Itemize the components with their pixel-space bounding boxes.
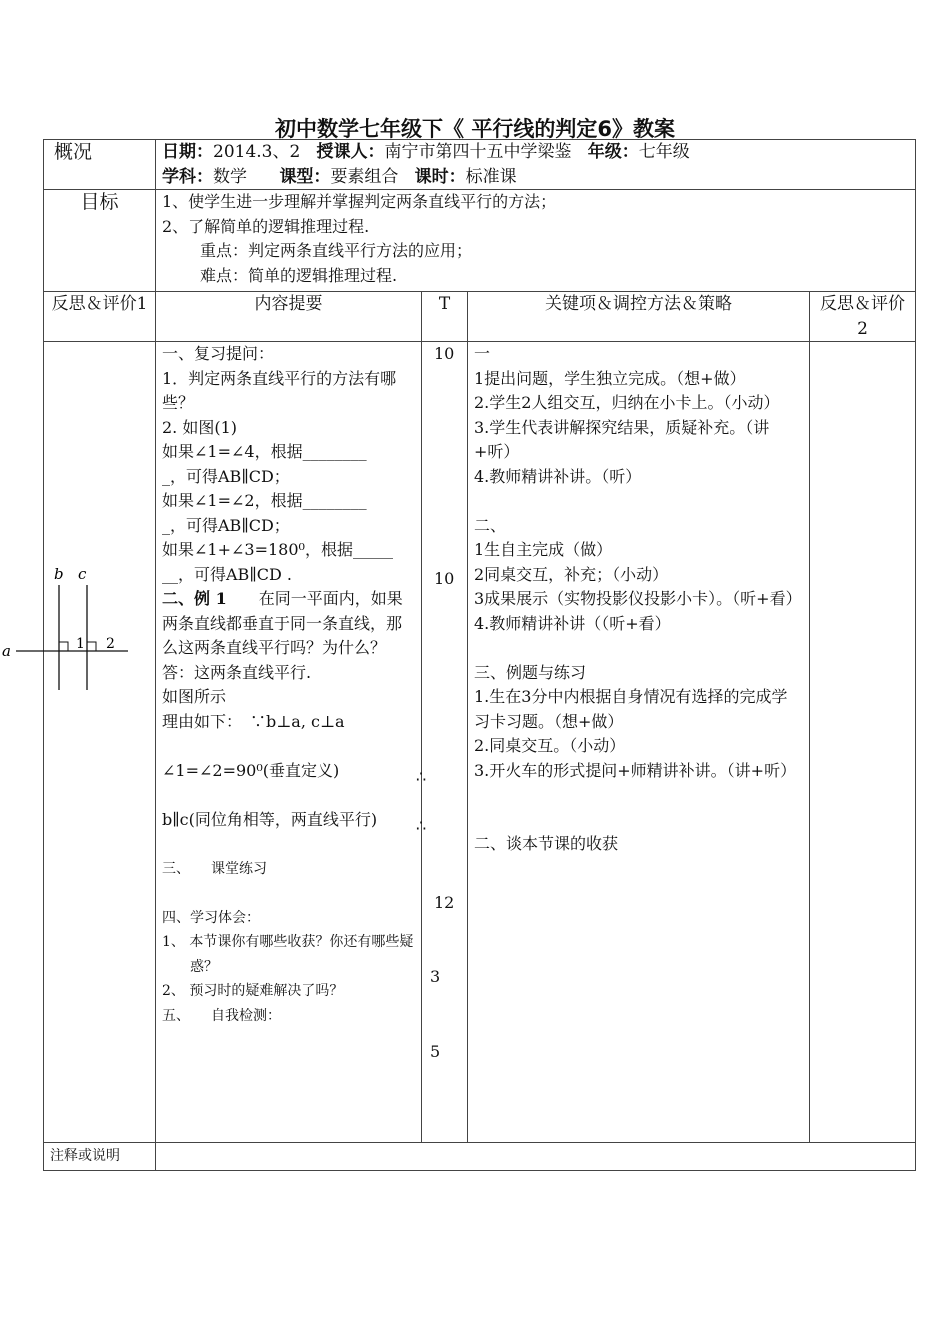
method-line: 一 bbox=[474, 344, 491, 363]
header-method: 关键项＆调控方法＆策略 bbox=[468, 292, 810, 342]
content-line: 如果∠1=∠2，根据________ bbox=[162, 491, 367, 510]
notes-label: 注释或说明 bbox=[44, 1143, 156, 1171]
goal-difficulty: 难点：简单的逻辑推理过程. bbox=[200, 265, 398, 285]
method-line: 1生自主完成（做） bbox=[474, 540, 613, 559]
content-line: 1、 本节课你有哪些收获？你还有哪些疑惑？ bbox=[162, 934, 414, 975]
content-line: 一、复习提问： bbox=[162, 344, 275, 363]
time-value: 3 bbox=[430, 967, 441, 986]
content-line: 如图所示 bbox=[162, 687, 227, 706]
type-value: 要素组合 bbox=[330, 166, 399, 187]
goal-item: 1、使学生进一步理解并掌握判定两条直线平行的方法； bbox=[162, 192, 557, 211]
header-content: 内容提要 bbox=[156, 292, 422, 342]
right-angle-mark-1 bbox=[59, 642, 68, 651]
label-angle-1: 1 bbox=[76, 636, 85, 652]
date-label: 日期： bbox=[162, 142, 213, 162]
document-title: 初中数学七年级下《 平行线的判定6》教案 bbox=[275, 117, 675, 141]
method-line: 3.学生代表讲解探究结果，质疑补充。（讲+听） bbox=[474, 417, 770, 461]
main-content-row bbox=[44, 342, 916, 1143]
content-line: 答：这两条直线平行. bbox=[162, 662, 312, 682]
lesson-plan-table bbox=[2, 139, 916, 1171]
time-value: 12 bbox=[434, 893, 455, 912]
goals-row bbox=[44, 190, 916, 292]
column-header-row bbox=[44, 292, 916, 342]
goal-item: 2、了解简单的逻辑推理过程. bbox=[162, 216, 370, 236]
label-c: c bbox=[78, 565, 87, 583]
time-value: 5 bbox=[430, 1042, 441, 1061]
method-line: 2同桌交互，补充；（小动） bbox=[474, 564, 669, 584]
therefore-symbol: ∴ bbox=[416, 767, 427, 786]
method-cell bbox=[468, 342, 810, 1143]
method-line: 3成果展示（实物投影仪投影小卡）。（听+看） bbox=[474, 589, 802, 608]
figure-svg bbox=[2, 342, 156, 1139]
time-value: 10 bbox=[434, 569, 455, 588]
method-line: 3.开火车的形式提问+师精讲补讲。（讲+听） bbox=[474, 760, 797, 780]
reflect-1-cell bbox=[2, 342, 156, 1143]
content-line: 2. 如图(1) bbox=[162, 417, 238, 437]
content-line: 如果∠1+∠3=180⁰，根据_____ bbox=[162, 540, 393, 559]
method-line: 4.教师精讲补讲。（听） bbox=[474, 466, 642, 486]
grade-value: 七年级 bbox=[638, 142, 690, 162]
content-line: 三、 课堂练习 bbox=[162, 860, 267, 877]
subject-label: 学科： bbox=[162, 166, 213, 187]
method-line: 二、 bbox=[474, 515, 507, 535]
label-b: b bbox=[54, 565, 64, 583]
teacher-value: 南宁市第四十五中学梁鉴 bbox=[384, 142, 572, 162]
reflect-2-cell bbox=[810, 342, 916, 1143]
method-line: 4.教师精讲补讲（（听+看） bbox=[474, 613, 671, 633]
content-line: ∠1=∠2=90⁰(垂直定义) bbox=[162, 760, 340, 780]
goals-label: 目标 bbox=[44, 190, 156, 292]
grade-label: 年级： bbox=[587, 142, 639, 162]
right-angle-mark-2 bbox=[87, 642, 96, 651]
goal-key-point: 重点：判定两条直线平行方法的应用； bbox=[200, 241, 473, 260]
header-reflect-2: 反思＆评价2 bbox=[810, 292, 916, 342]
overview-cell bbox=[156, 140, 916, 190]
therefore-symbol: ∴ bbox=[416, 816, 427, 835]
content-line: 2、 预习时的疑难解决了吗？ bbox=[162, 983, 344, 999]
content-line: 理由如下： ∵b⊥a, c⊥a bbox=[162, 711, 345, 731]
time-cell bbox=[416, 342, 468, 1143]
notes-cell bbox=[156, 1143, 916, 1171]
overview-row bbox=[44, 140, 916, 190]
period-value: 标准课 bbox=[465, 166, 517, 187]
header-reflect-1: 反思＆评价1 bbox=[44, 292, 156, 342]
method-line: 1.生在3分中内根据自身情况有选择的完成学习卡习题。（想+做） bbox=[474, 687, 788, 731]
content-line: 如果∠1=∠4，根据________ bbox=[162, 442, 367, 461]
goals-cell bbox=[156, 190, 916, 292]
content-line: __，可得AB∥CD . bbox=[162, 564, 292, 584]
type-label: 课型： bbox=[279, 166, 331, 187]
method-line: 2.学生2人组交互，归纳在小卡上。（小动） bbox=[474, 393, 780, 412]
method-line: 2.同桌交互。（小动） bbox=[474, 736, 626, 755]
label-a: a bbox=[2, 642, 11, 660]
perpendicular-figure bbox=[2, 342, 155, 1142]
content-cell bbox=[156, 342, 422, 1143]
content-line: 1．判定两条直线平行的方法有哪些？ bbox=[162, 368, 397, 412]
method-line: 二、谈本节课的收获 bbox=[474, 834, 619, 853]
content-line: 五、 自我检测： bbox=[162, 1007, 281, 1024]
period-label: 课时： bbox=[414, 166, 466, 187]
time-value: 10 bbox=[434, 344, 455, 363]
example-text: 在同一平面内，如果两条直线都垂直于同一条直线，那么这两条直线平行吗？为什么？ bbox=[162, 589, 403, 657]
method-line: 1提出问题，学生独立完成。（想+做） bbox=[474, 368, 746, 388]
content-line: b∥c(同位角相等，两直线平行) bbox=[162, 809, 378, 829]
teacher-label: 授课人： bbox=[316, 142, 385, 162]
subject-value: 数学 bbox=[213, 166, 247, 187]
example-paragraph bbox=[162, 587, 415, 661]
label-angle-2: 2 bbox=[106, 636, 115, 652]
notes-row bbox=[44, 1143, 916, 1171]
example-heading: 二、例 1 bbox=[162, 589, 227, 608]
date-value: 2014.3、2 bbox=[213, 142, 301, 162]
overview-label: 概况 bbox=[44, 140, 156, 190]
content-line: 四、学习体会： bbox=[162, 909, 260, 926]
content-line: _，可得AB∥CD； bbox=[162, 515, 290, 535]
content-line: _，可得AB∥CD； bbox=[162, 466, 290, 486]
method-line: 三、例题与练习 bbox=[474, 662, 587, 682]
header-time: T bbox=[422, 292, 468, 342]
